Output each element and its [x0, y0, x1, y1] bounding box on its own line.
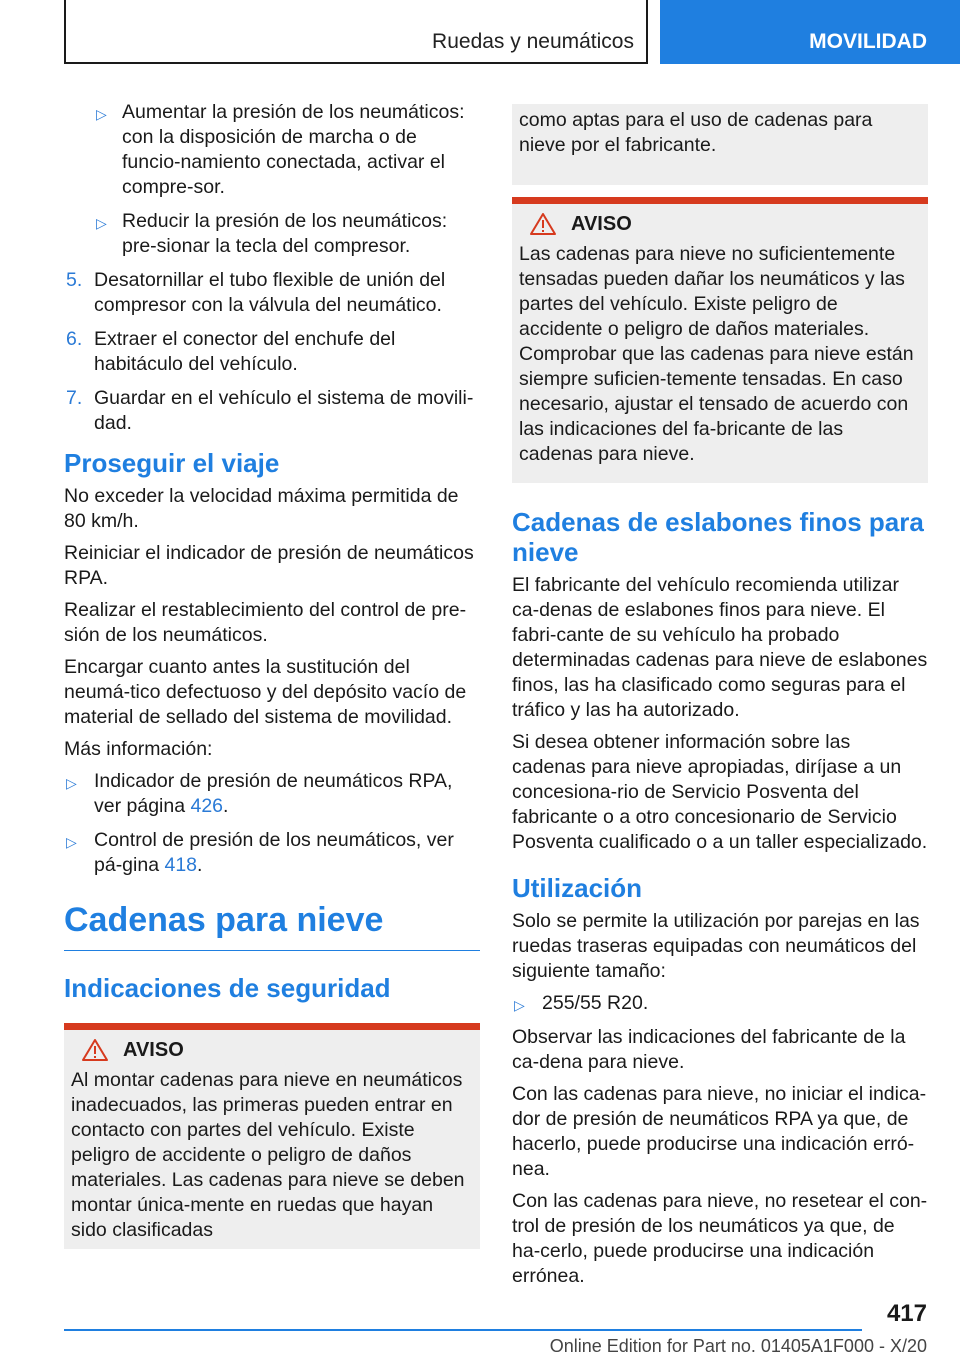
paragraph: Si desea obtener información sobre las cadenas para nieve apropiadas, diríjase a un concesiona-rio de Servicio Posventa del fabricante o a otro concesionario de Servicio Posventa cualificado o a un taller especializado.: [512, 731, 928, 853]
list-item: 6. Extraer el conector del enchufe del habitáculo del vehículo.: [66, 328, 396, 375]
paragraph: No exceder la velocidad máxima permitida de 80 km/h.: [64, 485, 459, 532]
warning-title: AVISO: [571, 212, 632, 235]
triangle-bullet-icon: ▷: [66, 775, 77, 791]
warning-box: [512, 197, 928, 483]
page-link-426[interactable]: 426: [190, 795, 224, 817]
warning-box: [64, 1023, 480, 1249]
heading-safety: Indicaciones de seguridad: [64, 973, 391, 1003]
step-number: 6.: [66, 328, 83, 350]
warning-box-continued: [512, 104, 928, 185]
warning-text: Al montar cadenas para nieve en neumáticos inadecuados, las primeras pueden entrar en contacto con partes del vehículo. Existe peligro de accidente o peligro de daños materiales. Las cadenas para nieve se deben montar única-mente en ruedas que hayan sido clasificadas: [71, 1069, 465, 1241]
warning-text: como aptas para el uso de cadenas para nieve por el fabricante.: [519, 109, 873, 156]
header-section-title: Ruedas y neumáticos: [432, 30, 634, 53]
list-item: ▷ Indicador de presión de neumáticos RPA, ver página 426.: [66, 770, 453, 817]
paragraph: Reiniciar el indicador de presión de neumáticos RPA.: [64, 542, 474, 589]
left-column: [64, 100, 480, 1249]
warning-title: AVISO: [123, 1038, 184, 1061]
warning-text: Las cadenas para nieve no suficientemente tensadas pueden dañar los neumáticos y las partes del vehículo. Existe peligro de accidente o peligro de daños materiales. Comprobar que las cadenas para nieve están siempre suficien-temente tensadas. En caso necesario, ajustar el tensado de acuerdo con las indicaciones del fa-bricante de las cadenas para nieve.: [519, 243, 914, 465]
warning-header: [71, 1038, 473, 1062]
paragraph: El fabricante del vehículo recomienda utilizar ca-denas de eslabones finos para nieve. El fabri-cante de su vehículo ha probado determinadas cadenas para nieve de eslabones finos, las ha clasificado como seguras para el tráfico y las ha autorizado.: [512, 574, 928, 721]
list-item: 5. Desatornillar el tubo flexible de unión del compresor con la válvula del neumático.: [66, 269, 446, 316]
paragraph: Con las cadenas para nieve, no iniciar el indica-dor de presión de neumáticos RPA ya que, de hacerlo, puede producirse una indicación erró-nea.: [512, 1083, 927, 1180]
triangle-bullet-icon: ▷: [96, 215, 107, 231]
paragraph: Encargar cuanto antes la sustitución del neumá-tico defectuoso y del depósito vacío de material de sellado del sistema de movilidad.: [64, 656, 467, 728]
page-link-418[interactable]: 418: [164, 854, 198, 876]
steps-list: [64, 100, 480, 436]
header-section-tab: [64, 0, 648, 64]
warning-triangle-icon: [529, 212, 557, 236]
triangle-bullet-icon: ▷: [514, 997, 525, 1013]
paragraph: Observar las indicaciones del fabricante de la ca-dena para nieve.: [512, 1026, 906, 1073]
heading-snow-chains: Cadenas para nieve: [64, 900, 480, 951]
edition-note: Online Edition for Part no. 01405A1F000 - X/20: [549, 1336, 927, 1356]
heading-fine-link-chains: Cadenas de eslabones finos para nieve: [512, 507, 924, 567]
footer-divider: [64, 1329, 862, 1331]
page-number: 417: [886, 1300, 927, 1327]
heading-usage: Utilización: [512, 873, 643, 903]
list-item: 7. Guardar en el vehículo el sistema de movili-dad.: [66, 387, 474, 434]
list-item: ▷ Control de presión de los neumáticos, ver pá-gina 418.: [66, 829, 454, 876]
list-item: ▷ Reducir la presión de los neumáticos: pre-sionar la tecla del compresor.: [96, 210, 448, 257]
triangle-bullet-icon: ▷: [96, 106, 107, 122]
warning-header: [519, 212, 921, 236]
header-chapter-title: MOVILIDAD: [809, 30, 927, 53]
paragraph: Con las cadenas para nieve, no resetear el con-trol de presión de los neumáticos ya que, de ha-cerlo, puede producirse una indicación errónea.: [512, 1190, 928, 1287]
paragraph: Solo se permite la utilización por parejas en las ruedas traseras equipadas con neumáticos del siguiente tamaño:: [512, 910, 920, 982]
right-column: [512, 104, 928, 1296]
list-item: ▷ Aumentar la presión de los neumáticos: con la disposición de marcha o de funcio-namiento conectada, activar el compre-sor.: [96, 101, 465, 198]
paragraph: Realizar el restablecimiento del control de pre-sión de los neumáticos.: [64, 599, 467, 646]
header-chapter-tab: [660, 0, 960, 64]
triangle-bullet-icon: ▷: [66, 834, 77, 850]
step-number: 5.: [66, 269, 83, 291]
warning-triangle-icon: [81, 1038, 109, 1062]
paragraph: Más información:: [64, 738, 213, 760]
list-item: ▷ 255/55 R20.: [512, 991, 928, 1016]
step-number: 7.: [66, 387, 83, 409]
heading-continue-driving: Proseguir el viaje: [64, 448, 280, 478]
